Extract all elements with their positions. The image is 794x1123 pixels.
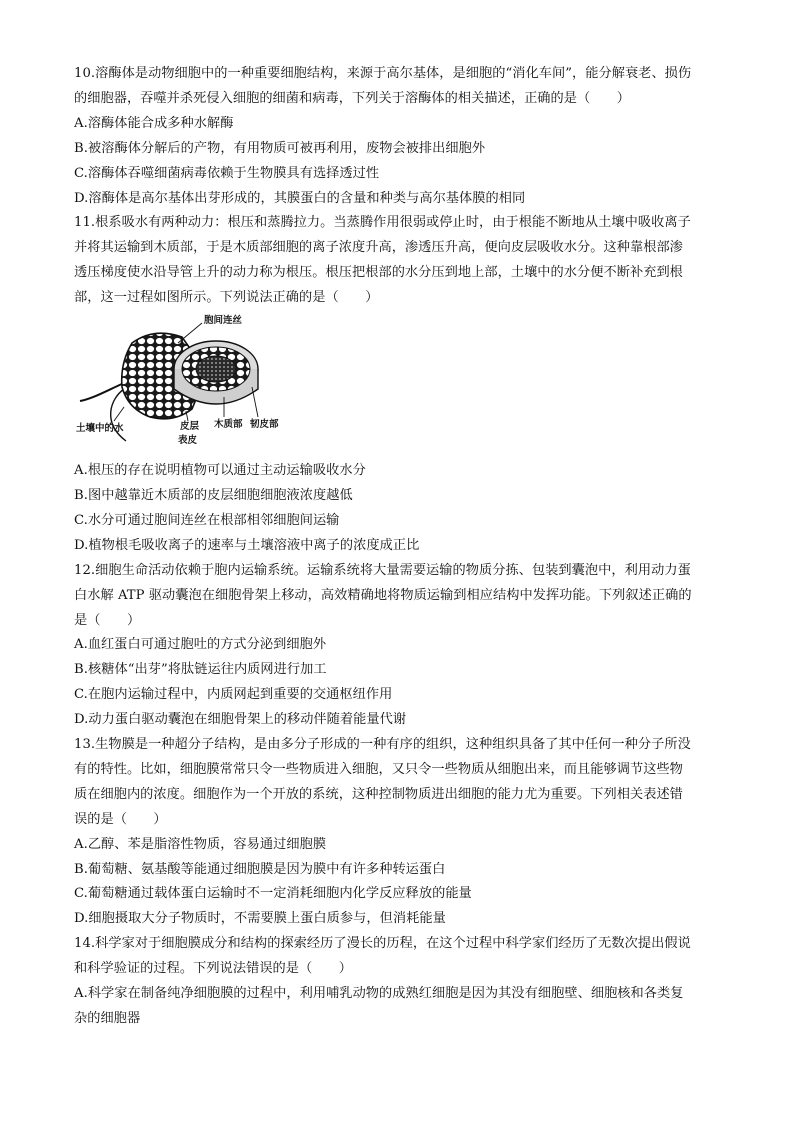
question-13-stem-line-1: 13.生物膜是一种超分子结构，是由多分子形成的一种有序的组织，这种组织具备了其中任何一种分子所没 (74, 737, 691, 753)
question-14-option-a-line-2: 杂的细胞器 (74, 1011, 141, 1026)
question-10-option-d: D.溶酶体是高尔基体出芽形成的，其膜蛋白的含量和种类与高尔基体膜的相同 (74, 190, 526, 206)
question-13 (74, 733, 724, 932)
question-14-option-a-line-1: A.科学家在制备纯净细胞膜的过程中，利用哺乳动物的成熟红细胞是因为其没有细胞壁、细胞核和各类复 (74, 986, 684, 1002)
question-12-option-b: B.核糖体“出芽”将肽链运往内质网进行加工 (74, 662, 327, 678)
root-cross-section-figure (74, 313, 284, 453)
question-13-option-d: D.细胞摄取大分子物质时，不需要膜上蛋白质参与，但消耗能量 (74, 911, 446, 927)
question-12-stem-line-2: 白水解 ATP 驱动囊泡在细胞骨架上移动，高效精确地将物质运输到相应结构中发挥功能。下列叙述正确的 (74, 587, 692, 603)
question-11-option-a: A.根压的存在说明植物可以通过主动运输吸收水分 (74, 463, 366, 479)
question-13-option-c: C.葡萄糖通过载体蛋白运输时不一定消耗细胞内化学反应释放的能量 (74, 886, 472, 902)
question-12-option-a: A.血红蛋白可通过胞吐的方式分泌到细胞外 (74, 637, 327, 653)
question-14 (74, 932, 724, 1032)
question-11-option-d: D.植物根毛吸收离子的速率与土壤溶液中离子的浓度成正比 (74, 537, 420, 553)
label-soil-water: 土壤中的水 (76, 423, 124, 435)
question-11-stem-line-1: 11.根系吸水有两种动力：根压和蒸腾拉力。当蒸腾作用很弱或停止时，由于根能不断地从土壤中吸收离子 (74, 215, 691, 231)
question-11-option-c: C.水分可通过胞间连丝在根部相邻细胞间运输 (74, 512, 340, 528)
label-epidermis: 表皮 (178, 435, 198, 447)
label-phloem: 韧皮部 (250, 419, 279, 431)
question-11-stem-line-4: 部，这一过程如图所示。下列说法正确的是（ ） (74, 290, 379, 306)
question-10-option-c: C.溶酶体吞噬细菌病毒依赖于生物膜具有选择透过性 (74, 165, 380, 181)
question-10-stem-line-1: 10.溶酶体是动物细胞中的一种重要细胞结构，来源于高尔基体，是细胞的“消化车间”，能分解衰老、损伤 (74, 66, 692, 81)
question-11-stem-line-2: 并将其运输到木质部，于是木质部细胞的离子浓度升高，渗透压升高，便向皮层吸收水分。这种靠根部渗 (74, 240, 683, 256)
question-12-stem-line-3: 是（ ） (74, 612, 141, 628)
label-xylem: 木质部 (214, 419, 243, 431)
question-11-stem-line-3: 透压梯度使水沿导管上升的动力称为根压。根压把根部的水分压到地上部，土壤中的水分便不断补充到根 (74, 265, 683, 281)
question-13-option-a: A.乙醇、苯是脂溶性物质，容易通过细胞膜 (74, 836, 327, 852)
question-12 (74, 559, 724, 733)
question-10-stem-line-2: 的细胞器，吞噬并杀死侵入细胞的细菌和病毒，下列关于溶酶体的相关描述，正确的是（ ） (74, 90, 630, 106)
question-11 (74, 211, 724, 558)
question-10-option-a: A.溶酶体能合成多种水解酶 (74, 115, 234, 131)
label-cortex: 皮层 (180, 421, 200, 433)
question-14-stem-line-1: 14.科学家对于细胞膜成分和结构的探索经历了漫长的历程，在这个过程中科学家们经历了无数次提出假说 (74, 936, 691, 952)
question-13-stem-line-4: 误的是（ ） (74, 811, 167, 827)
question-13-stem-line-3: 质在细胞内的浓度。细胞作为一个开放的系统，这种控制物质进出细胞的能力尤为重要。下列相关表述错 (74, 786, 683, 802)
question-14-stem-line-2: 和科学验证的过程。下列说法错误的是（ ） (74, 961, 352, 977)
question-13-option-b: B.葡萄糖、氨基酸等能通过细胞膜是因为膜中有许多种转运蛋白 (74, 861, 446, 877)
question-12-option-c: C.在胞内运输过程中，内质网起到重要的交通枢纽作用 (74, 687, 393, 703)
exam-page (74, 62, 724, 1032)
question-10 (74, 62, 724, 211)
question-11-option-b: B.图中越靠近木质部的皮层细胞细胞液浓度越低 (74, 487, 353, 503)
question-13-stem-line-2: 有的特性。比如，细胞膜常常只令一些物质进入细胞，又只令一些物质从细胞出来，而且能够调节这些物 (74, 761, 683, 777)
question-12-option-d: D.动力蛋白驱动囊泡在细胞骨架上的移动伴随着能量代谢 (74, 712, 407, 728)
label-plasmodesmata: 胞间连丝 (204, 315, 243, 327)
question-12-stem-line-1: 12.细胞生命活动依赖于胞内运输系统。运输系统将大量需要运输的物质分拣、包装到囊泡中，利用动力蛋 (74, 562, 691, 578)
question-10-option-b: B.被溶酶体分解后的产物，有用物质可被再利用，废物会被排出细胞外 (74, 140, 486, 156)
